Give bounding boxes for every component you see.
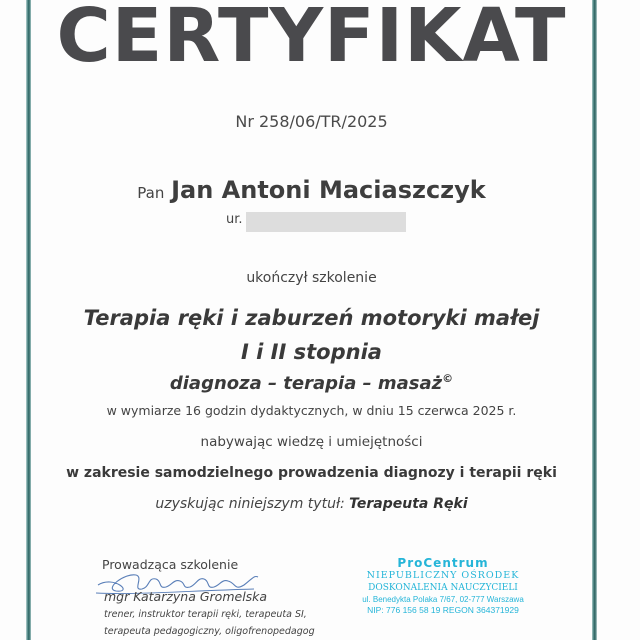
- completed-text: ukończył szkolenie: [246, 270, 377, 286]
- trainer-heading: Prowadząca szkolenie: [102, 557, 239, 572]
- stamp-line3: DOSKONALENIA NAUCZYCIELI: [368, 583, 518, 593]
- course-subtitle: diagnoza – terapia – masaż: [169, 373, 443, 394]
- copyright-mark: ©: [442, 372, 454, 385]
- trainer-description-line1: trener, instruktor terapii ręki, terapeuta SI,: [104, 609, 307, 620]
- stamp-address: ul. Benedykta Polaka 7/67, 02-777 Warszawa: [362, 595, 524, 604]
- course-scope: w wymiarze 16 godzin dydaktycznych, w dniu 15 czerwca 2025 r.: [106, 403, 517, 418]
- stamp-brand: ProCentrum: [397, 556, 489, 570]
- course-title-line3: [31, 372, 592, 394]
- title-gained-value: Terapeuta Ręki: [349, 496, 468, 512]
- stamp-line2: NIEPUBLICZNY OŚRODEK: [366, 570, 520, 581]
- trainer-name: mgr Katarzyna Gromelska: [104, 589, 268, 604]
- trainer-description-line2: terapeuta pedagogiczny, oligofrenopedagog: [104, 626, 315, 637]
- recipient-line: [31, 176, 592, 204]
- title-gained: [31, 496, 592, 512]
- course-title-line2: I i II stopnia: [241, 340, 382, 364]
- born-label: ur.: [226, 212, 243, 227]
- competence-range: w zakresie samodzielnego prowadzenia diagnozy i terapii ręki: [66, 465, 557, 481]
- stamp-registry: NIP: 776 156 58 19 REGON 364371929: [367, 605, 519, 615]
- course-title-line1: Terapia ręki i zaburzeń motoryki małej: [83, 306, 540, 330]
- salutation: Pan: [137, 184, 165, 202]
- certificate-number: Nr 258/06/TR/2025: [235, 112, 388, 131]
- recipient-name: Jan Antoni Maciaszczyk: [171, 176, 486, 204]
- birth-date-redaction: [246, 212, 406, 232]
- title-gained-prefix: uzyskując niniejszym tytuł:: [155, 496, 345, 512]
- gaining-text: nabywając wiedzę i umiejętności: [200, 434, 423, 450]
- right-border: [592, 0, 597, 640]
- institution-stamp: [358, 556, 528, 616]
- certificate-title: CERTYFIKAT: [56, 0, 567, 79]
